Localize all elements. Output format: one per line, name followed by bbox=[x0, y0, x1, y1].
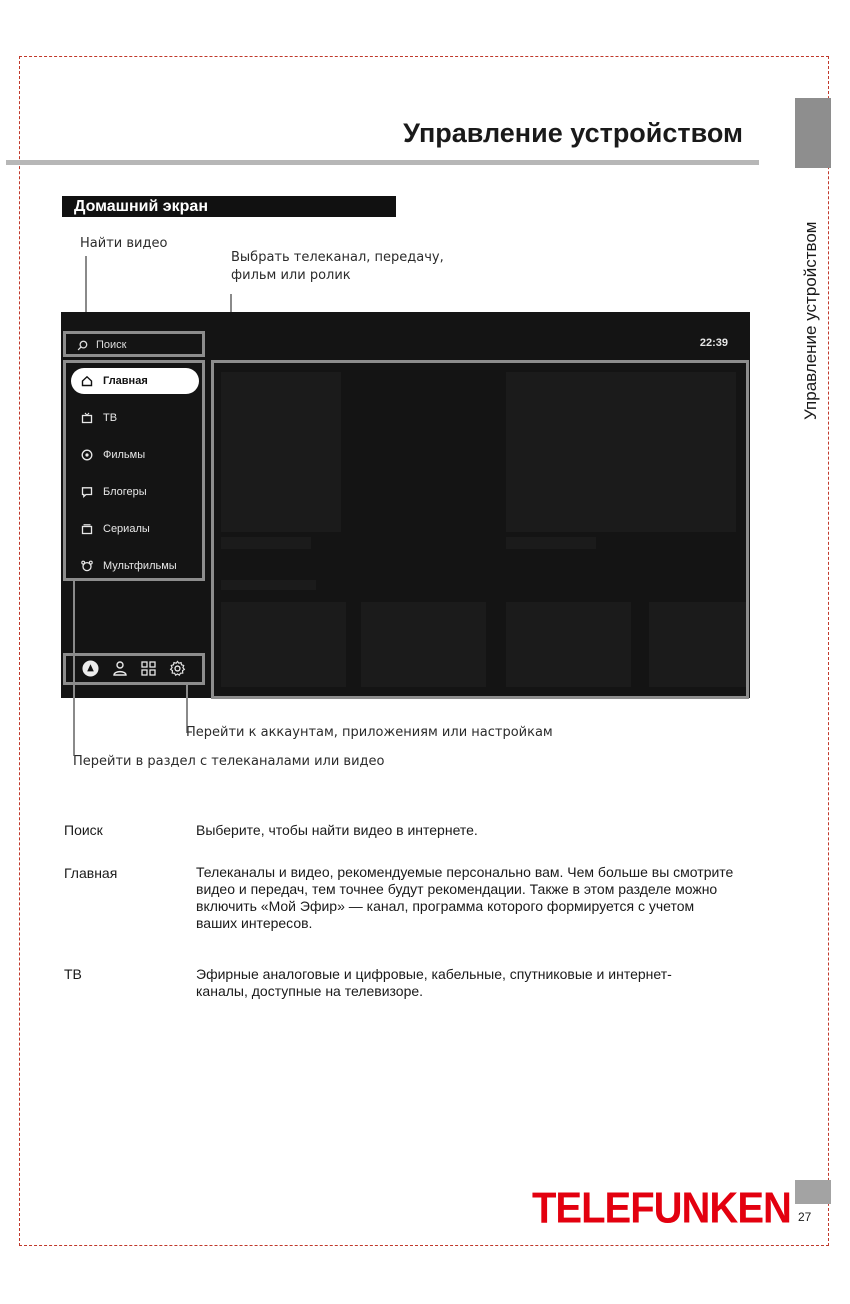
chapter-tab bbox=[795, 98, 831, 168]
callout-line-sections bbox=[73, 581, 75, 756]
menu-frame bbox=[63, 360, 205, 581]
tv-menu-label: Фильмы bbox=[103, 449, 146, 461]
tv-menu-label: ТВ bbox=[103, 412, 118, 424]
callout-find-video: Найти видео bbox=[80, 236, 168, 251]
tv-menu-label: Блогеры bbox=[103, 486, 147, 498]
content-frame bbox=[211, 360, 749, 699]
callout-choose-line1: Выбрать телеканал, передачу, bbox=[231, 250, 444, 265]
tv-menu-label: Главная bbox=[103, 375, 148, 387]
tv-menu-label: Мультфильмы bbox=[103, 560, 177, 572]
chapter-side-label: Управление устройством bbox=[801, 221, 820, 420]
desc-term-tv: ТВ bbox=[64, 966, 82, 982]
page-title: Управление устройством bbox=[403, 118, 743, 148]
desc-text-tv: Эфирные аналоговые и цифровые, кабельные, спутниковые и интернет-каналы, доступные на телевизоре. bbox=[196, 966, 672, 999]
tv-clock: 22:39 bbox=[699, 337, 728, 349]
search-frame bbox=[63, 331, 205, 357]
tv-search-label: Поиск bbox=[96, 339, 127, 351]
page-number: 27 bbox=[798, 1210, 812, 1224]
callout-sections: Перейти в раздел с телеканалами или видео bbox=[73, 754, 385, 769]
callout-accounts: Перейти к аккаунтам, приложениям или настройкам bbox=[186, 725, 553, 740]
section-title: Домашний экран bbox=[62, 196, 396, 217]
page-tab bbox=[795, 1180, 831, 1204]
bottom-bar-frame bbox=[63, 653, 205, 685]
callout-choose-line2: фильм или ролик bbox=[231, 268, 351, 283]
desc-term-home: Главная bbox=[64, 865, 118, 881]
brand-logo: TELEFUNKEN bbox=[532, 1184, 791, 1233]
desc-text-home: Телеканалы и видео, рекомендуемые персонально вам. Чем больше вы смотрите видео и передач, тем точнее будут рекомендации. Также в этом разделе можно включить «Мой Эфир» — канал, программа которого формируется с учетом ваших интересов. bbox=[196, 864, 734, 931]
tv-menu-label: Сериалы bbox=[103, 523, 150, 535]
desc-term-search: Поиск bbox=[64, 822, 103, 838]
title-rule bbox=[6, 160, 759, 165]
desc-text-search: Выберите, чтобы найти видео в интернете. bbox=[196, 822, 478, 838]
